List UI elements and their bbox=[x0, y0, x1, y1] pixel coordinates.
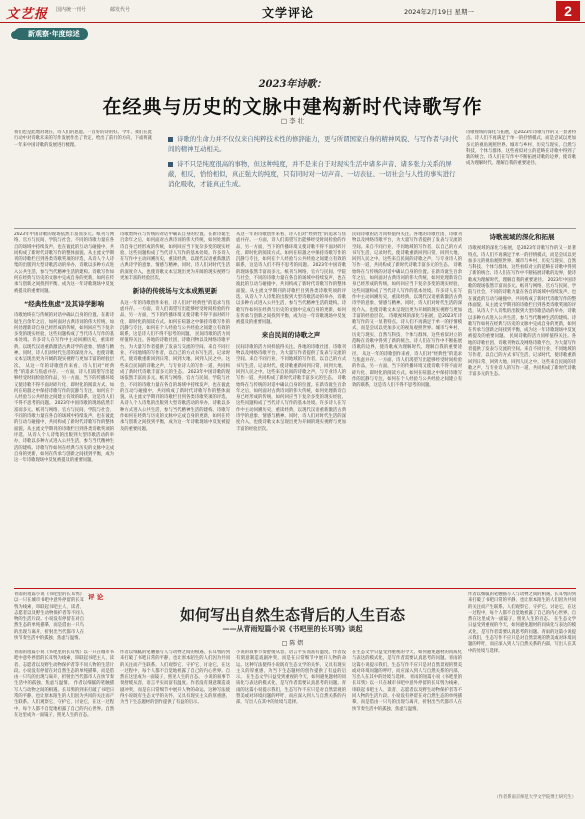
column-header: 新观察·年度综述 bbox=[14, 28, 88, 40]
article-intro-column: 我们也是此地对现在，诗人们的思虑。一首好的诗的好。今年，我们在此行动中对诗歌未来的写作发展作出了肯定，给出了前行的方向，下面将就一年来中国诗歌的发展进行梳理。 bbox=[14, 130, 152, 148]
issue-date: 2024年2月19日 星期一 bbox=[404, 8, 475, 16]
page-number: 2 bbox=[556, 1, 580, 21]
article-right-intro: 诗歌视域的深化与拓展，是2023年诗歌写作的又一显著特点。诗人们不再满足于单一的抒情模式，而是尝试以更加多元的视角观照世界。城市与乡村、历史与现实、自然与科技、个体与群体，这些看似对立的范畴在诗歌中得到了新的统合。诗人们在写作中不断拓展诗歌的边界，使诗歌成为理解时代、理解自我的重要途径。 bbox=[466, 130, 576, 167]
masthead-info-2: 邮发代号 bbox=[110, 7, 131, 13]
article-abstract bbox=[168, 134, 460, 224]
article2-column-5: 作者以细腻的笔触描写人与动物之间的相遇。长耳鸮的到来打破了书吧日常的平静，也让原本陌生的人们因为共同的关注而产生联系。人们观察它、守护它、讨论它，在这一过程中，每个人都不自觉地袒露了自己的内心世界。自然在这里成为一面镜子，照见人生的百态。 在生态文学日益受到重视的今天，如何避免题材的同质化与表达的模式化，是写作者需要认真思考的问题。青雨的这篇小说提示我们，生态写作不应只是对自然景观的赞美或对环境问题的呼吁，而应深入到人与自然关系的内部，写出人在其中的处境与选择。 bbox=[468, 592, 576, 654]
article2-column-4: 在生态文学日益受到重视的今天，如何避免题材的同质化与表达的模式化，是写作者需要认真思考的问题。青雨的这篇小说提示我们，生态写作不应只是对自然景观的赞美或对环境问题的呼吁，而应深入到人与自然关系的内部，写出人在其中的处境与选择。 青雨的短篇小说《书吧里的长耳鸮》以一只在城市书吧中意外停留的长耳鸮为线索，串联起书吧主人、读者、志愿者以及野生动物保护者等不同人物的生活片段。小说没有停留在对自然生态的单纯描摹，而是借由一只鸟的出现与离开，折射出当代都市人在快节奏生活中的孤独、焦虑与温情。 bbox=[352, 650, 462, 712]
article2-title: 如何写出自然生态背后的人生百态 bbox=[179, 608, 405, 624]
article2-column-2: 作者以细腻的笔触描写人与动物之间的相遇。长耳鸮的到来打破了书吧日常的平静，也让原本陌生的人们因为共同的关注而产生联系。人们观察它、守护它、讨论它，在这一过程中，每个人都不自觉地袒露了自己的内心世界。自然在这里成为一面镜子，照见人生的百态。 小说的叙事节奏舒缓从容，语言平实而富有温度。作者没有刻意制造戏剧冲突，而是在日常细节中展开人物的命运。这种写法使得小说既有生态文学的关怀，又具有现实主义的厚重感，为当下生态题材的创作提供了有益的启示。 bbox=[120, 650, 230, 706]
body-column-3: 从这一年的诗歌创作来看，诗人们对“经典性”的追求与焦虑并存。一方面，诗人们渴望写出能够经受时间检验的作品，另一方面，当下的传播环境又使诗歌不得不面对碎片化、即时化的阅读方式。如何在喧嚣之中保持诗歌写作的沉静与专注，如何在个人经验与公共经验之间建立有效的联系，这是诗人们不得不思考的问题。 2023年中国诗歌的现场依然丰富而多元。纸刊与网络、官方与民间、学院与社会，不同的诗歌力量在各自的场域中持续发声，也在彼此的互动与碰撞中，共同构成了新时代诗歌写作的整体面貌。从主流文学期刊的诗歌栏目到各类诗歌奖项的评选，从诗人个人诗集的出版到大型诗歌活动的举办，诗歌以多种方式进入公共生活，参与当代精神生活的建构。诗歌写作如何在经典与历史的文脉中完成自身的更新，如何在传承与创新之间找到平衡，成为这一年诗歌现场中反复被提及的重要问题。 来自民间的诗歌之声 民间诗歌的活力同样值得关注。各地的诗歌社团、诗歌刊物以及网络诗歌平台，为大量写作者提供了发表与交流的空间。来自不同行业、不同地域的写作者，以自己的方式书写生活，记录时代，使诗歌重新回到日常、回到大地、回到人民之中。这些来自民间的诗歌之声，与专业诗人的写作一道，共同构成了新时代诗歌丰富多元的生态。 诗歌始终在与传统的对话中确认自身的位置。在新诗诞生百余年之后，如何面对古典诗词的伟大传统，如何处理新诗自身已经形成的传统，如何回应当下复杂多变的现实经验，这些问题构成了当代诗人写作的基本处境。许多诗人在写作中主动回溯历史，重读经典，以现代汉语重新激活古典诗学的意象、情感与精神。同时，诗人们对时代生活的深度介入，也使诗歌文本呈现出更为开阔的现实视野与更加丰富的经验层次。 bbox=[236, 232, 346, 432]
abstract-paragraph: 诗歌的生命力并不仅仅来自纯粹技术性的修辞能力，更与所谓国家自身的精神风貌、与写作者与时代间的精神互动相关。 bbox=[168, 135, 459, 153]
newspaper-logo: 文艺报 bbox=[6, 7, 49, 22]
section-title: 文学评论 bbox=[262, 6, 315, 20]
abstract-paragraph: 诗不只是纯度很高的事物，但这种纯度，并不是来自于对现实生活中诸多声音、诸多张力关系的屏蔽，相反，恰恰相似，真正强大的纯度，只有同时对一切声音、一切表征、一切社会与人性的事实进行消化吸收，才能真正生成。 bbox=[168, 160, 456, 188]
subheading: 来自民间的诗歌之声 bbox=[261, 331, 321, 340]
article2-tag: 评 论 bbox=[88, 593, 104, 601]
square-bullet-icon bbox=[168, 162, 173, 167]
article2-subtitle: ——从青雨短篇小说《书吧里的长耳鸮》谈起 bbox=[222, 624, 363, 633]
article-kicker: 2023年诗歌： bbox=[258, 79, 327, 90]
article2-author: □ 陈 熠 bbox=[281, 640, 304, 647]
section-divider bbox=[14, 228, 576, 229]
body-column-4: 民间诗歌的活力同样值得关注。各地的诗歌社团、诗歌刊物以及网络诗歌平台，为大量写作者提供了发表与交流的空间。来自不同行业、不同地域的写作者，以自己的方式书写生活，记录时代，使诗歌重新回到日常、回到大地、回到人民之中。这些来自民间的诗歌之声，与专业诗人的写作一道，共同构成了新时代诗歌丰富多元的生态。 诗歌始终在与传统的对话中确认自身的位置。在新诗诞生百余年之后，如何面对古典诗词的伟大传统，如何处理新诗自身已经形成的传统，如何回应当下复杂多变的现实经验，这些问题构成了当代诗人写作的基本处境。许多诗人在写作中主动回溯历史，重读经典，以现代汉语重新激活古典诗学的意象、情感与精神。同时，诗人们对时代生活的深度介入，也使诗歌文本呈现出更为开阔的现实视野与更加丰富的经验层次。 诗歌视域的深化与拓展，是2023年诗歌写作的又一显著特点。诗人们不再满足于单一的抒情模式，而是尝试以更加多元的视角观照世界。城市与乡村、历史与现实、自然与科技、个体与群体，这些看似对立的范畴在诗歌中得到了新的统合。诗人们在写作中不断拓展诗歌的边界，使诗歌成为理解时代、理解自我的重要途径。 从这一年的诗歌创作来看，诗人们对“经典性”的追求与焦虑并存。一方面，诗人们渴望写出能够经受时间检验的作品，另一方面，当下的传播环境又使诗歌不得不面对碎片化、即时化的阅读方式。如何在喧嚣之中保持诗歌写作的沉静与专注，如何在个人经验与公共经验之间建立有效的联系，这是诗人们不得不思考的问题。 bbox=[352, 232, 462, 389]
subheading: 诗歌视域的深化和拓展 bbox=[489, 233, 555, 241]
article2-lead-column: 青雨的短篇小说《书吧里的长耳鸮》以一只在城市书吧中意外停留的长耳鸮为线索，串联起书吧主人、读者、志愿者以及野生动物保护者等不同人物的生活片段。小说没有停留在对自然生态的单纯描摹，而是借由一只鸟的出现与离开，折射出当代都市人在快节奏生活中的孤独、焦虑与温情。 bbox=[14, 592, 84, 642]
article-author: □ 李 壮 bbox=[280, 117, 305, 125]
body-column-2: 诗歌始终在与传统的对话中确认自身的位置。在新诗诞生百余年之后，如何面对古典诗词的伟大传统，如何处理新诗自身已经形成的传统，如何回应当下复杂多变的现实经验，这些问题构成了当代诗人写作的基本处境。许多诗人在写作中主动回溯历史，重读经典，以现代汉语重新激活古典诗学的意象、情感与精神。同时，诗人们对时代生活的深度介入，也使诗歌文本呈现出更为开阔的现实视野与更加丰富的经验层次。 新诗的传统场与文本成熟更新 从这一年的诗歌创作来看，诗人们对“经典性”的追求与焦虑并存。一方面，诗人们渴望写出能够经受时间检验的作品，另一方面，当下的传播环境又使诗歌不得不面对碎片化、即时化的阅读方式。如何在喧嚣之中保持诗歌写作的沉静与专注，如何在个人经验与公共经验之间建立有效的联系，这是诗人们不得不思考的问题。 民间诗歌的活力同样值得关注。各地的诗歌社团、诗歌刊物以及网络诗歌平台，为大量写作者提供了发表与交流的空间。来自不同行业、不同地域的写作者，以自己的方式书写生活，记录时代，使诗歌重新回到日常、回到大地、回到人民之中。这些来自民间的诗歌之声，与专业诗人的写作一道，共同构成了新时代诗歌丰富多元的生态。 2023年中国诗歌的现场依然丰富而多元。纸刊与网络、官方与民间、学院与社会，不同的诗歌力量在各自的场域中持续发声，也在彼此的互动与碰撞中，共同构成了新时代诗歌写作的整体面貌。从主流文学期刊的诗歌栏目到各类诗歌奖项的评选，从诗人个人诗集的出版到大型诗歌活动的举办，诗歌以多种方式进入公共生活，参与当代精神生活的建构。诗歌写作如何在经典与历史的文脉中完成自身的更新，如何在传承与创新之间找到平衡，成为这一年诗歌现场中反复被提及的重要问题。 bbox=[120, 232, 230, 432]
square-bullet-icon bbox=[168, 137, 173, 142]
article2-divider bbox=[14, 588, 576, 589]
masthead-info-1: 国内统一刊号 bbox=[56, 7, 87, 13]
subheading: 新诗的传统场与文本成熟更新 bbox=[132, 287, 218, 296]
article-title: 在经典与历史的文脉中建构新时代诗歌写作 bbox=[102, 97, 483, 118]
article2-column-1: 青雨的短篇小说《书吧里的长耳鸮》以一只在城市书吧中意外停留的长耳鸮为线索，串联起书吧主人、读者、志愿者以及野生动物保护者等不同人物的生活片段。小说没有停留在对自然生态的单纯描摹，而是借由一只鸟的出现与离开，折射出当代都市人在快节奏生活中的孤独、焦虑与温情。 作者以细腻的笔触描写人与动物之间的相遇。长耳鸮的到来打破了书吧日常的平静，也让原本陌生的人们因为共同的关注而产生联系。人们观察它、守护它、讨论它，在这一过程中，每个人都不自觉地袒露了自己的内心世界。自然在这里成为一面镜子，照见人生的百态。 bbox=[14, 650, 114, 718]
body-column-1: 2023年中国诗歌的现场依然丰富而多元。纸刊与网络、官方与民间、学院与社会，不同的诗歌力量在各自的场域中持续发声，也在彼此的互动与碰撞中，共同构成了新时代诗歌写作的整体面貌。从主流文学期刊的诗歌栏目到各类诗歌奖项的评选，从诗人个人诗集的出版到大型诗歌活动的举办，诗歌以多种方式进入公共生活，参与当代精神生活的建构。诗歌写作如何在经典与历史的文脉中完成自身的更新，如何在传承与创新之间找到平衡，成为这一年诗歌现场中反复被提及的重要问题。 “经典性焦虑”及其诗学影响 诗歌始终在与传统的对话中确认自身的位置。在新诗诞生百余年之后，如何面对古典诗词的伟大传统，如何处理新诗自身已经形成的传统，如何回应当下复杂多变的现实经验，这些问题构成了当代诗人写作的基本处境。许多诗人在写作中主动回溯历史，重读经典，以现代汉语重新激活古典诗学的意象、情感与精神。同时，诗人们对时代生活的深度介入，也使诗歌文本呈现出更为开阔的现实视野与更加丰富的经验层次。 从这一年的诗歌创作来看，诗人们对“经典性”的追求与焦虑并存。一方面，诗人们渴望写出能够经受时间检验的作品，另一方面，当下的传播环境又使诗歌不得不面对碎片化、即时化的阅读方式。如何在喧嚣之中保持诗歌写作的沉静与专注，如何在个人经验与公共经验之间建立有效的联系，这是诗人们不得不思考的问题。 2023年中国诗歌的现场依然丰富而多元。纸刊与网络、官方与民间、学院与社会，不同的诗歌力量在各自的场域中持续发声，也在彼此的互动与碰撞中，共同构成了新时代诗歌写作的整体面貌。从主流文学期刊的诗歌栏目到各类诗歌奖项的评选，从诗人个人诗集的出版到大型诗歌活动的举办，诗歌以多种方式进入公共生活，参与当代精神生活的建构。诗歌写作如何在经典与历史的文脉中完成自身的更新，如何在传承与创新之间找到平衡，成为这一年诗歌现场中反复被提及的重要问题。 bbox=[14, 232, 114, 464]
author-note: （作者系南京师范大学文学院博士研究生） bbox=[494, 795, 576, 800]
subheading: “经典性焦虑”及其诗学影响 bbox=[23, 299, 105, 308]
article2-column-3: 小说的叙事节奏舒缓从容，语言平实而富有温度。作者没有刻意制造戏剧冲突，而是在日常细节中展开人物的命运。这种写法使得小说既有生态文学的关怀，又具有现实主义的厚重感，为当下生态题材的创作提供了有益的启示。 在生态文学日益受到重视的今天，如何避免题材的同质化与表达的模式化，是写作者需要认真思考的问题。青雨的这篇小说提示我们，生态写作不应只是对自然景观的赞美或对环境问题的呼吁，而应深入到人与自然关系的内部，写出人在其中的处境与选择。 bbox=[236, 650, 346, 706]
body-column-5: 诗歌视域的深化和拓展 诗歌视域的深化与拓展，是2023年诗歌写作的又一显著特点。诗人们不再满足于单一的抒情模式，而是尝试以更加多元的视角观照世界。城市与乡村、历史与现实、自然与科技、个体与群体，这些看似对立的范畴在诗歌中得到了新的统合。诗人们在写作中不断拓展诗歌的边界，使诗歌成为理解时代、理解自我的重要途径。 2023年中国诗歌的现场依然丰富而多元。纸刊与网络、官方与民间、学院与社会，不同的诗歌力量在各自的场域中持续发声，也在彼此的互动与碰撞中，共同构成了新时代诗歌写作的整体面貌。从主流文学期刊的诗歌栏目到各类诗歌奖项的评选，从诗人个人诗集的出版到大型诗歌活动的举办，诗歌以多种方式进入公共生活，参与当代精神生活的建构。诗歌写作如何在经典与历史的文脉中完成自身的更新，如何在传承与创新之间找到平衡，成为这一年诗歌现场中反复被提及的重要问题。 民间诗歌的活力同样值得关注。各地的诗歌社团、诗歌刊物以及网络诗歌平台，为大量写作者提供了发表与交流的空间。来自不同行业、不同地域的写作者，以自己的方式书写生活，记录时代，使诗歌重新回到日常、回到大地、回到人民之中。这些来自民间的诗歌之声，与专业诗人的写作一道，共同构成了新时代诗歌丰富多元的生态。 bbox=[468, 233, 576, 378]
